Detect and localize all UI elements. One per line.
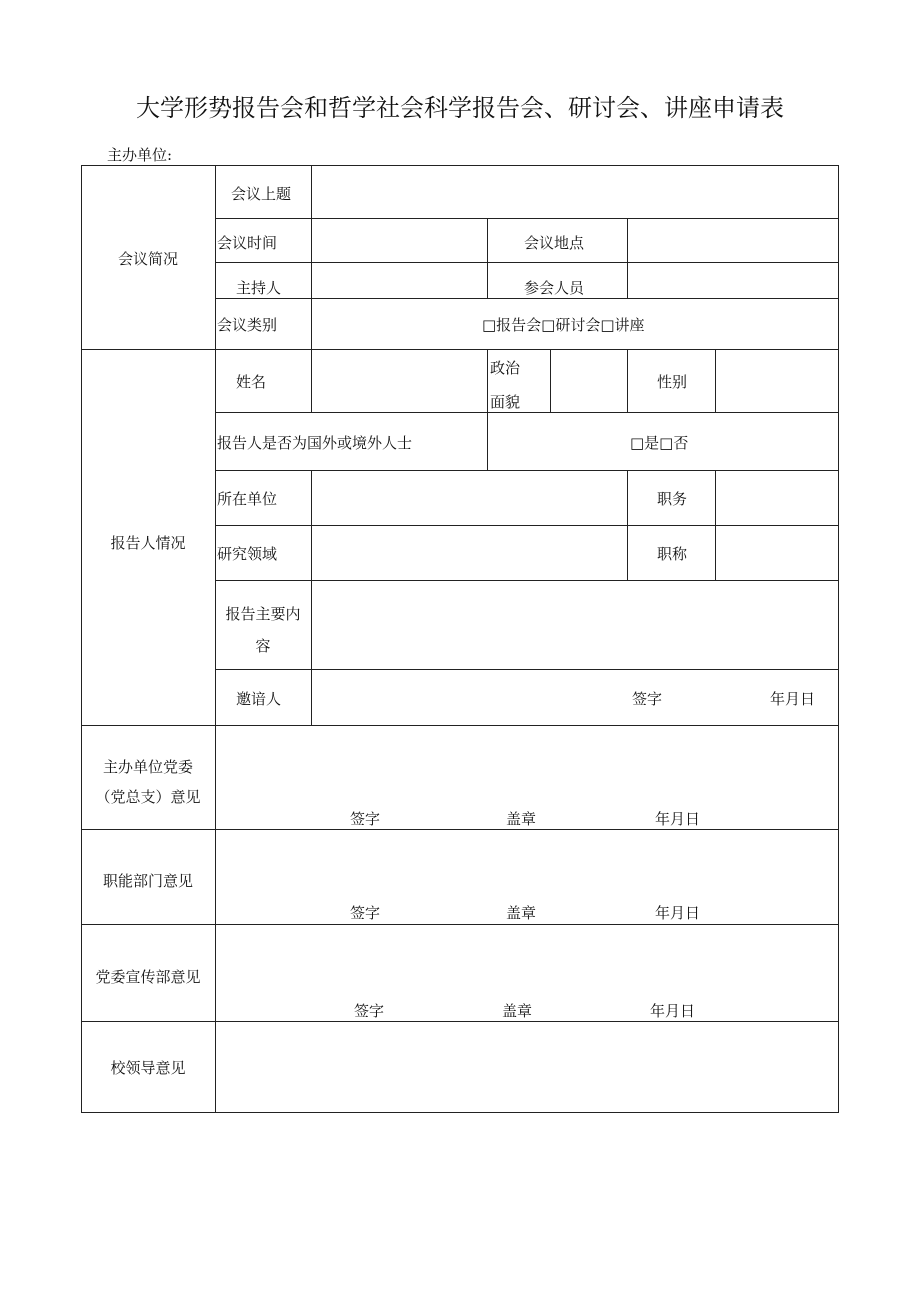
name-label: 姓名	[236, 373, 267, 391]
meeting-overview-label: 会议简况	[117, 250, 178, 268]
divider	[81, 349, 839, 350]
opinion-date-label: 年月日	[655, 904, 701, 922]
host-unit-label: 主办单位:	[107, 146, 173, 164]
divider	[81, 1021, 839, 1022]
time-label: 会议时间	[217, 234, 278, 252]
divider	[487, 218, 488, 298]
divider	[81, 725, 839, 726]
divider	[627, 470, 628, 580]
content-label-line1: 报告主要内	[225, 605, 301, 623]
unit-label: 所在单位	[217, 490, 278, 508]
divider	[487, 349, 488, 470]
divider	[715, 349, 716, 412]
divider	[81, 924, 839, 925]
inviter-label: 邀谙人	[236, 690, 282, 708]
content-label-line2: 容	[255, 637, 271, 655]
divider	[627, 218, 628, 298]
divider	[311, 165, 312, 349]
divider	[215, 412, 839, 413]
gender-label: 性别	[657, 373, 688, 391]
propaganda-dept-opinion-label: 党委宣传部意见	[95, 968, 201, 986]
party-committee-opinion-label-line2: （党总支）意见	[95, 788, 201, 806]
opinion-sign-label: 签字	[350, 904, 381, 922]
divider	[311, 349, 312, 412]
divider	[215, 525, 839, 526]
divider	[627, 349, 628, 412]
foreign-options[interactable]: □是□否	[630, 434, 689, 452]
party-committee-opinion-label-line1: 主办单位党委	[102, 758, 193, 776]
location-label: 会议地点	[524, 234, 585, 252]
political-label-line1: 政治	[490, 359, 521, 377]
divider	[215, 669, 839, 670]
page-title: 大学形势报告会和哲学社会科学报告会、研讨会、讲座申请表	[136, 94, 784, 122]
department-opinion-label: 职能部门意见	[102, 872, 193, 890]
host-label: 主持人	[236, 279, 282, 297]
opinion-seal-label: 盖章	[506, 810, 537, 828]
speaker-info-label: 报告人情况	[110, 534, 186, 552]
divider	[215, 262, 839, 263]
participants-label: 参会人员	[524, 279, 585, 297]
inviter-date-label: 年月日	[770, 690, 816, 708]
category-label: 会议类别	[217, 316, 278, 334]
category-options[interactable]: □报告会□研讨会□讲座	[482, 316, 645, 334]
divider	[311, 470, 312, 725]
opinion-sign-label: 签字	[350, 810, 381, 828]
title-label: 职称	[657, 545, 688, 563]
topic-label: 会议上题	[231, 185, 292, 203]
divider	[81, 829, 839, 830]
opinion-seal-label: 盖章	[506, 904, 537, 922]
divider	[215, 580, 839, 581]
foreign-question-label: 报告人是否为国外或境外人士	[217, 434, 413, 452]
opinion-date-label: 年月日	[655, 810, 701, 828]
opinion-sign-label: 签字	[354, 1002, 385, 1020]
opinion-date-label: 年月日	[650, 1002, 696, 1020]
divider	[215, 470, 839, 471]
divider	[215, 218, 839, 219]
divider	[550, 349, 551, 412]
political-label-line2: 面貌	[490, 393, 521, 411]
inviter-sign-label: 签字	[632, 690, 663, 708]
position-label: 职务	[657, 490, 688, 508]
opinion-seal-label: 盖章	[502, 1002, 533, 1020]
divider	[715, 470, 716, 580]
school-leader-opinion-label: 校领导意见	[110, 1059, 186, 1077]
divider	[215, 298, 839, 299]
field-label: 研究领域	[217, 545, 278, 563]
